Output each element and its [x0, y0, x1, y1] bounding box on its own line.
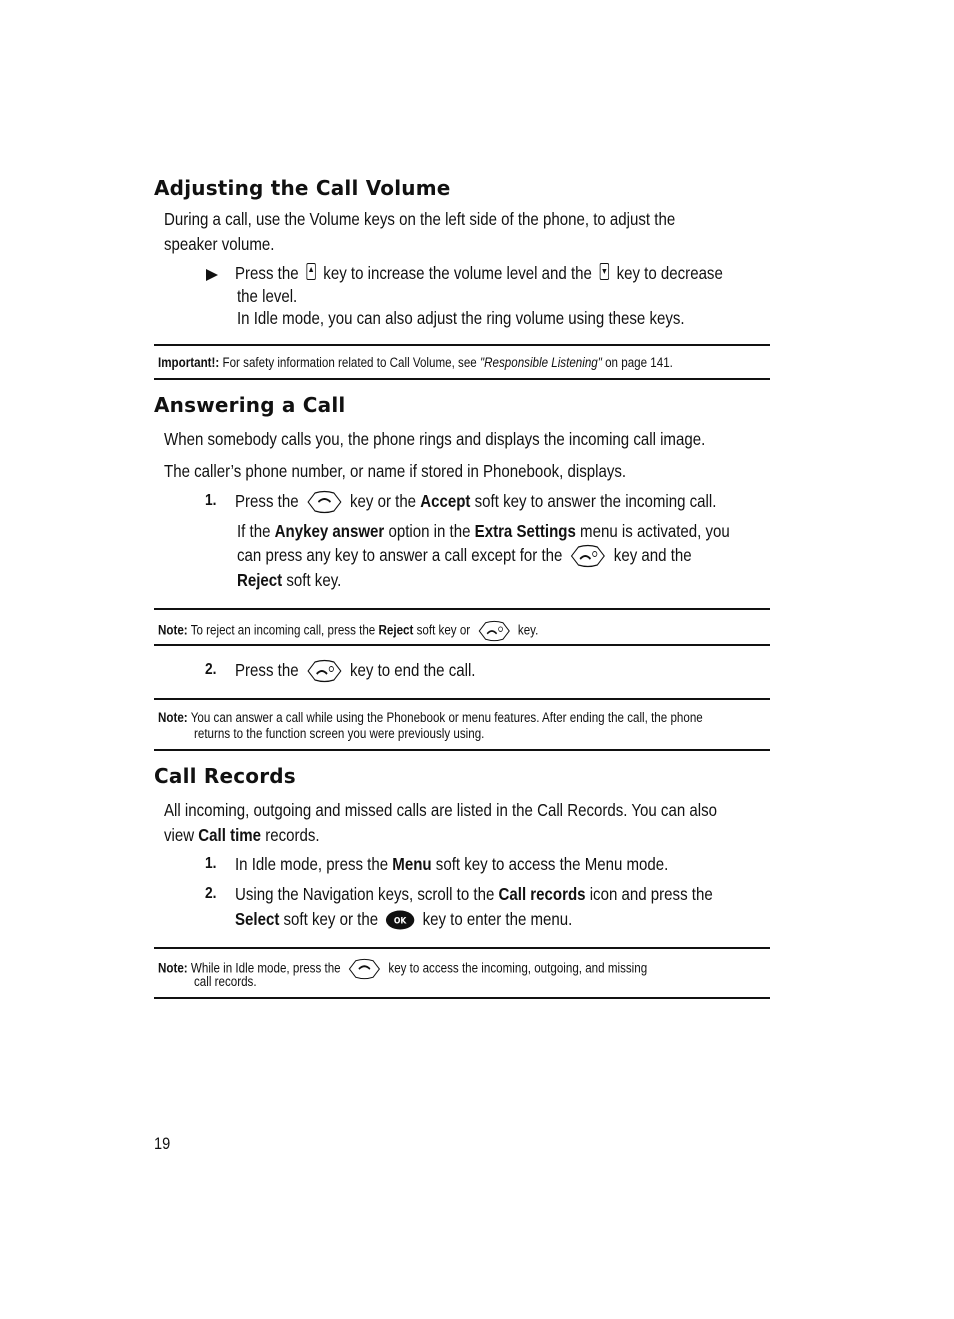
answer-step1-number: 1. [205, 492, 217, 509]
answer-step1-b: key or the [349, 491, 417, 511]
note1-b: soft key or [416, 622, 471, 638]
volume-paragraph-line2: speaker volume. [164, 234, 275, 254]
note3-b: key to access the incoming, outgoing, and missing [388, 960, 648, 976]
records-step2-line1 [235, 882, 713, 907]
send-key-icon [306, 490, 342, 514]
answer-sub-a: If the [237, 521, 271, 541]
records-step2-bold: Call records [498, 884, 586, 904]
answer-sub-line2-b: key and the [613, 545, 692, 565]
records-step2-number: 2. [205, 885, 217, 902]
records-step1-bold: Menu [392, 854, 432, 874]
records-step2-line2-bold: Select [235, 909, 280, 929]
records-step2-a: Using the Navigation keys, scroll to the [235, 884, 495, 904]
note3-label: Note: [158, 960, 188, 976]
bullet-arrow-icon [205, 268, 219, 287]
volume-bullet-line2: the level. [237, 286, 298, 306]
records-para-bold: Call time [198, 825, 262, 845]
answer-step2-a: Press the [235, 660, 299, 680]
page-number: 19 [154, 1134, 171, 1153]
note2-text: You can answer a call while using the Phonebook or menu features. After ending the call, the phone [190, 710, 703, 725]
volume-bullet-mid: key to increase the volume level and the [323, 263, 592, 283]
records-para-a: view [164, 825, 195, 845]
end-key-icon [306, 659, 342, 683]
note2-top-rule [154, 698, 770, 700]
end-key-icon [570, 544, 606, 568]
answer-step1 [235, 489, 716, 514]
note1-a: To reject an incoming call, press the [190, 622, 376, 638]
send-key-icon [347, 958, 381, 980]
note3-top-rule [154, 947, 770, 949]
answer-step2-number: 2. [205, 661, 217, 678]
answer-sub-line2 [237, 543, 692, 568]
volume-up-key-icon [306, 263, 315, 280]
answer-sub-line1 [237, 519, 730, 544]
important-tail: on page 141. [605, 355, 673, 370]
records-step2-line2 [235, 907, 572, 932]
volume-paragraph-line1: During a call, use the Volume keys on the left side of the phone, to adjust the [164, 209, 676, 229]
answer-step1-c: soft key to answer the incoming call. [474, 491, 717, 511]
answer-sub-bold2: Extra Settings [474, 521, 576, 541]
answer-step2 [235, 658, 475, 683]
note3-bottom-rule [154, 997, 770, 999]
important-bottom-rule [154, 378, 770, 380]
volume-bullet-line1 [235, 261, 723, 286]
volume-bullet-end: key to decrease [616, 263, 723, 283]
answer-sub-c: menu is activated, you [580, 521, 730, 541]
records-step1-b: soft key to access the Menu mode. [435, 854, 669, 874]
note3-a: While in Idle mode, press the [190, 960, 341, 976]
records-paragraph-line1: All incoming, outgoing and missed calls are listed in the Call Records. You can also [164, 800, 717, 820]
note1-label: Note: [158, 622, 188, 638]
records-step2-line2-b: key to enter the menu. [422, 909, 573, 929]
note2-label: Note: [158, 710, 188, 725]
volume-bullet-line3: In Idle mode, you can also adjust the ring volume using these keys. [237, 308, 685, 328]
volume-down-key-icon [599, 263, 608, 280]
note1-top-rule [154, 608, 770, 610]
heading-answering-a-call: Answering a Call [154, 393, 346, 417]
note1-bold: Reject [378, 622, 414, 638]
answer-step1-bold: Accept [420, 491, 471, 511]
answer-paragraph-1: When somebody calls you, the phone rings and displays the incoming call image. [164, 429, 706, 449]
answer-sub-line3 [237, 568, 341, 593]
important-top-rule [154, 344, 770, 346]
ok-key-icon [386, 910, 415, 930]
answer-step1-a: Press the [235, 491, 299, 511]
records-step1-a: In Idle mode, press the [235, 854, 389, 874]
important-ref: "Responsible Listening" [480, 355, 602, 370]
answer-sub-line2-a: can press any key to answer a call except for the [237, 545, 563, 565]
answer-paragraph-2: The caller’s phone number, or name if stored in Phonebook, displays. [164, 461, 627, 481]
end-key-icon [477, 620, 511, 642]
note3-line2: call records. [194, 974, 257, 989]
answer-sub-line3-tail: soft key. [286, 570, 342, 590]
records-step1-number: 1. [205, 855, 217, 872]
ok-key-label: OK [394, 915, 407, 927]
answer-sub-bold1: Anykey answer [274, 521, 385, 541]
note1-bottom-rule [154, 644, 770, 646]
important-text: For safety information related to Call Volume, see [222, 355, 477, 370]
answer-step2-b: key to end the call. [349, 660, 476, 680]
note2-line1 [158, 710, 703, 726]
note1 [158, 620, 538, 642]
answer-sub-line3-bold: Reject [237, 570, 283, 590]
volume-bullet-press: Press the [235, 263, 299, 283]
important-note [158, 355, 673, 371]
records-step1 [235, 852, 668, 877]
note2-bottom-rule [154, 749, 770, 751]
heading-adjusting-call-volume: Adjusting the Call Volume [154, 176, 451, 200]
note2-line2: returns to the function screen you were previously using. [194, 726, 485, 741]
important-label: Important!: [158, 355, 220, 370]
records-step2-line2-a: soft key or the [283, 909, 379, 929]
answer-sub-b: option in the [388, 521, 471, 541]
records-paragraph-line2 [164, 823, 320, 848]
records-para-b: records. [265, 825, 320, 845]
records-step2-b: icon and press the [589, 884, 713, 904]
heading-call-records: Call Records [154, 764, 296, 788]
note1-c: key. [517, 622, 539, 638]
